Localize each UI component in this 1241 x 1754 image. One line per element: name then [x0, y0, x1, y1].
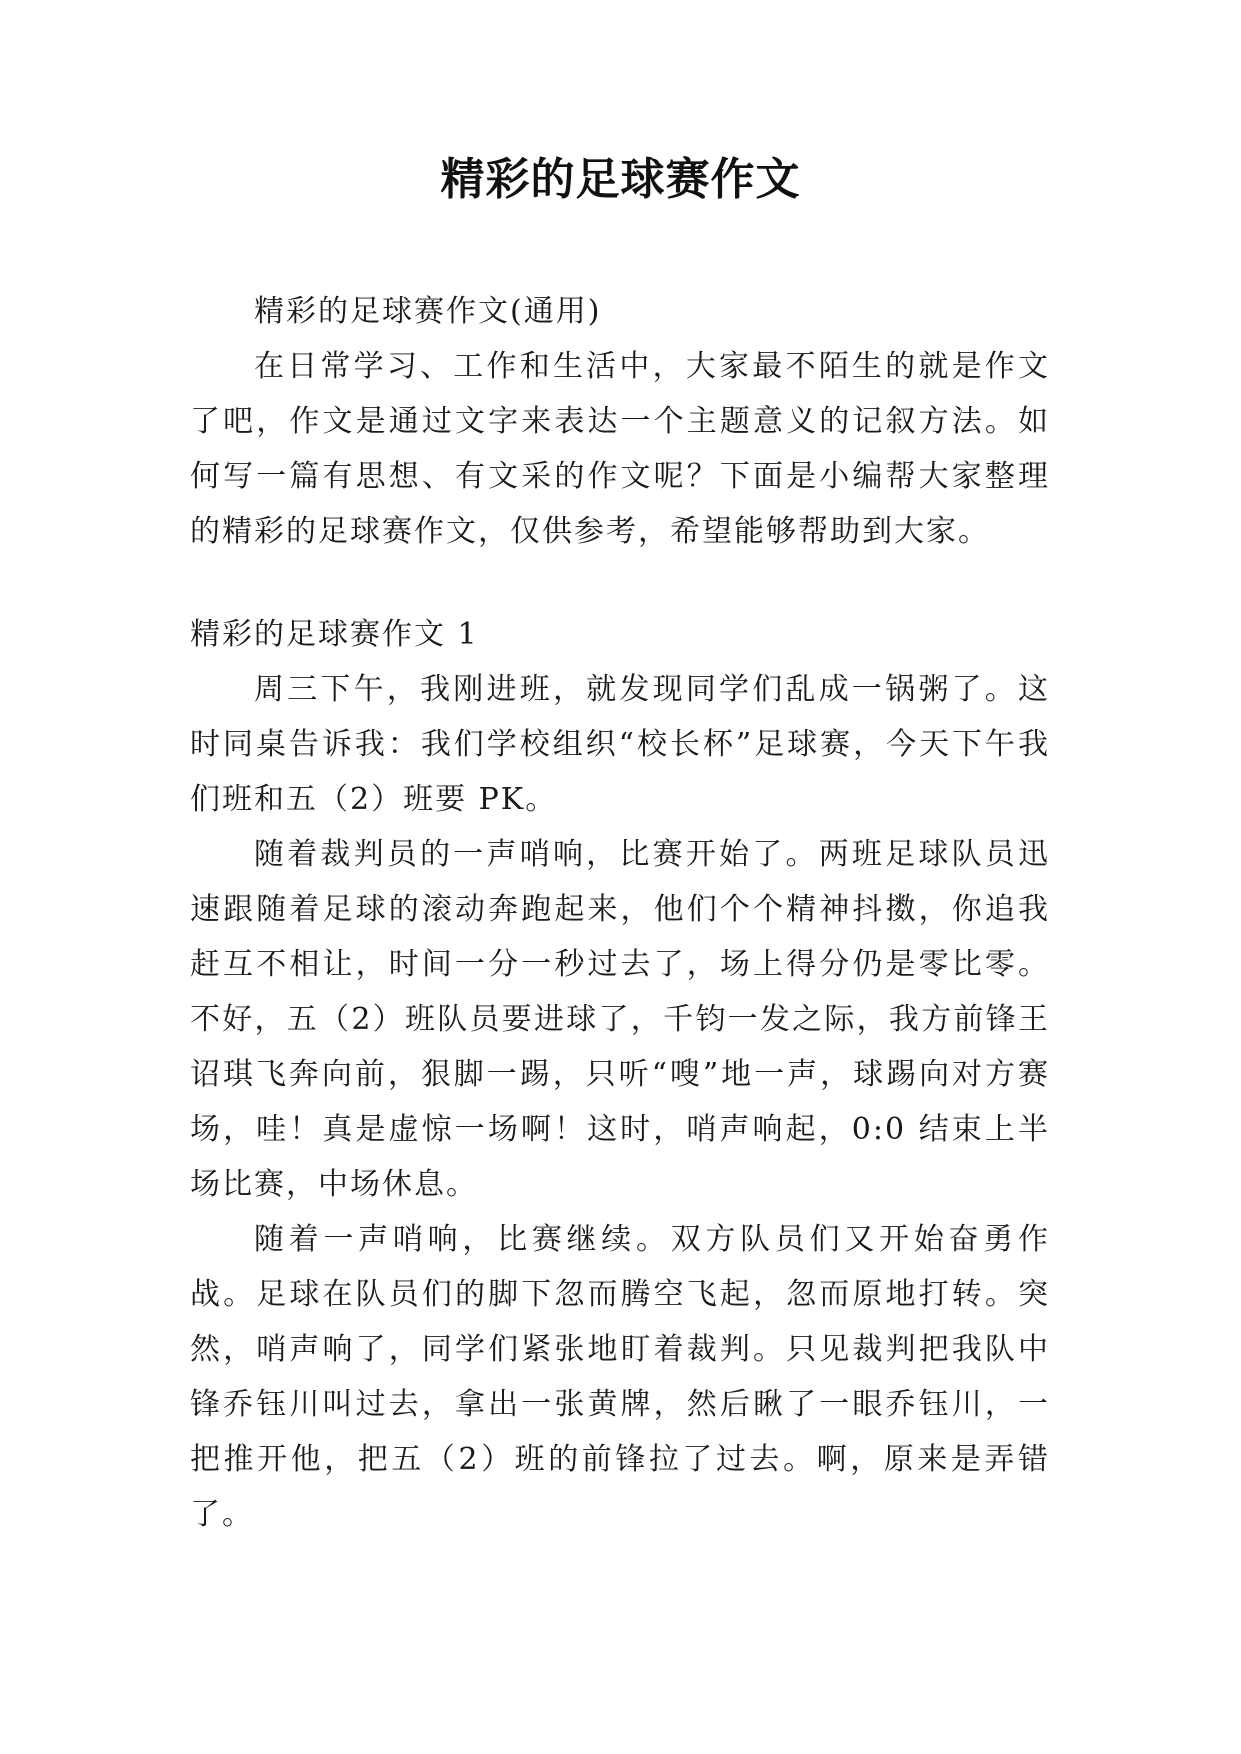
section-heading: 精彩的足球赛作文 1 [190, 617, 479, 652]
document-title: 精彩的足球赛作文 [440, 154, 801, 205]
document-subtitle: 精彩的足球赛作文(通用) [254, 294, 602, 329]
body-paragraph-2: 随着裁判员的一声哨响，比赛开始了。两班足球队员迅速跟随着足球的滚动奔跑起来，他们个个精神抖擞，你追我赶互不相让，时间一分一秒过去了，场上得分仍是零比零。不好，五（2）班队员要进球了，千钧一发之际，我方前锋王诏琪飞奔向前，狠脚一踢，只听“嗖”地一声，球踢向对方赛场，哇！真是虚惊一场啊！这时，哨声响起，0:0 结束上半场比赛，中场休息。 [190, 837, 1050, 1202]
body-paragraph-1: 周三下午，我刚进班，就发现同学们乱成一锅粥了。这时同桌告诉我：我们学校组织“校长杯”足球赛，今天下午我们班和五（2）班要 PK。 [190, 672, 1050, 817]
section-spacer [190, 559, 1050, 607]
body-paragraph-3: 随着一声哨响，比赛继续。双方队员们又开始奋勇作战。足球在队员们的脚下忽而腾空飞起，忽而原地打转。突然，哨声响了，同学们紧张地盯着裁判。只见裁判把我队中锋乔钰川叫过去，拿出一张黄牌，然后瞅了一眼乔钰川，一把推开他，把五（2）班的前锋拉了过去。啊，原来是弄错了。 [190, 1222, 1050, 1532]
intro-paragraph: 在日常学习、工作和生活中，大家最不陌生的就是作文了吧，作文是通过文字来表达一个主题意义的记叙方法。如何写一篇有思想、有文采的作文呢？下面是小编帮大家整理的精彩的足球赛作文，仅供参考，希望能够帮助到大家。 [190, 349, 1050, 549]
document-body [190, 284, 1050, 1542]
